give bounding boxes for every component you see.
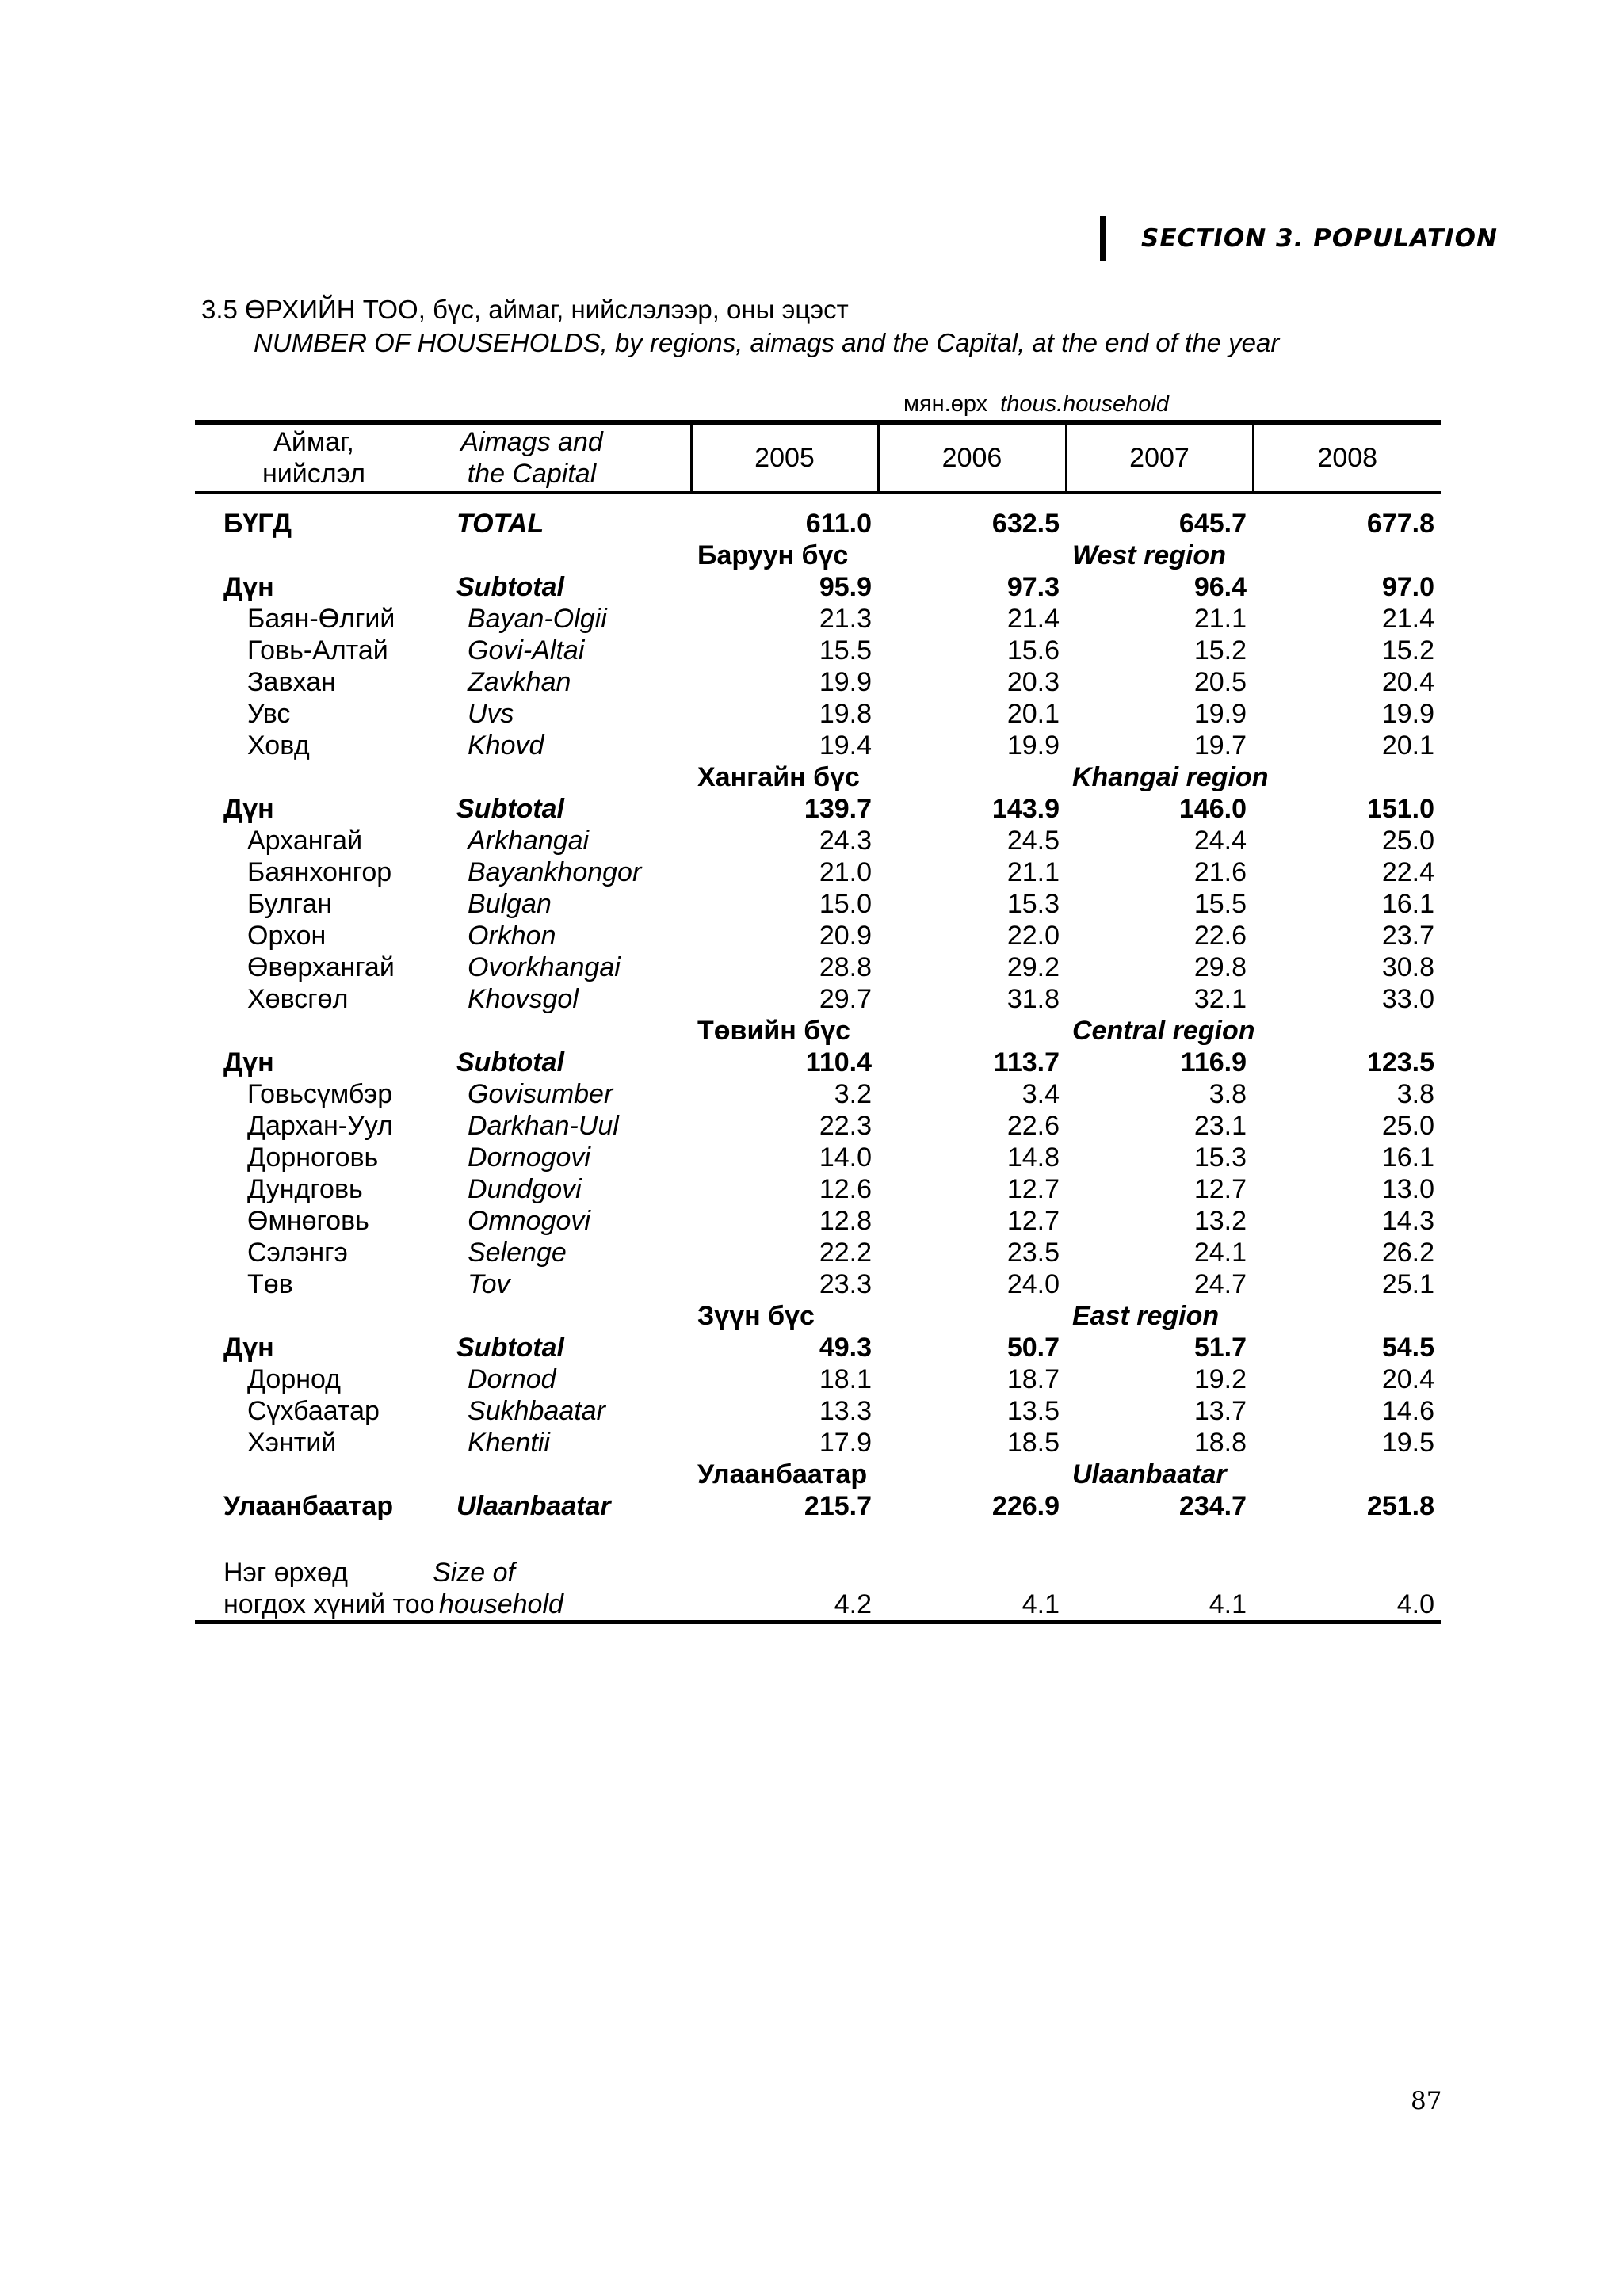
- value-cell: 21.0: [819, 857, 872, 887]
- value-cell: 215.7: [804, 1491, 872, 1521]
- label-mn: Дорноговь: [247, 1142, 379, 1173]
- region-name-mn: Төвийн бүс: [697, 1016, 851, 1046]
- subtotal-row: [195, 1332, 1441, 1363]
- value-cell: 21.4: [1381, 604, 1434, 634]
- value-cell: 24.4: [1193, 826, 1247, 856]
- label-mn: Төв: [247, 1269, 293, 1299]
- region-name-mn: Баруун бүс: [697, 540, 849, 570]
- value-cell: 4.1: [878, 1554, 1066, 1623]
- table-row: [195, 1173, 1441, 1205]
- label-en: Bayankhongor: [468, 857, 642, 887]
- value-cell: 24.7: [1193, 1269, 1247, 1299]
- value-cell: 26.2: [1381, 1238, 1434, 1268]
- value-cell: 24.0: [1006, 1269, 1060, 1299]
- value-cell: 18.1: [819, 1364, 872, 1394]
- value-cell: 4.2: [691, 1554, 878, 1623]
- value-cell: 24.3: [819, 826, 872, 856]
- capital-row: [195, 1490, 1441, 1522]
- value-cell: 16.1: [1381, 1142, 1434, 1173]
- region-blank: [195, 1459, 691, 1490]
- value-cell: 24.5: [1006, 826, 1060, 856]
- value-cell: 3.8: [1209, 1079, 1247, 1109]
- households-table: [195, 420, 1441, 1624]
- value-cell: 21.1: [1006, 857, 1060, 887]
- value-cell: 22.6: [1006, 1111, 1060, 1141]
- region-blank: [195, 1015, 691, 1047]
- label-en: Zavkhan: [468, 667, 571, 697]
- value-cell: 19.9: [1193, 699, 1247, 729]
- row-label: [195, 698, 691, 730]
- value-cell: 14.3: [1381, 1206, 1434, 1236]
- label-mn: Дүн: [223, 1047, 274, 1077]
- label-en: Subtotal: [456, 1333, 564, 1363]
- label-mn: Баян-Өлгий: [247, 604, 395, 634]
- header-year: 2005: [691, 422, 878, 493]
- value-cell: 12.7: [1006, 1206, 1060, 1236]
- region-name-mn: Улаанбаатар: [697, 1459, 868, 1489]
- region-blank: [195, 1300, 691, 1332]
- table-row: [195, 983, 1441, 1015]
- table-row: [195, 698, 1441, 730]
- value-cell: 15.3: [1193, 1142, 1247, 1173]
- label-mn: Ховд: [247, 730, 310, 761]
- label-en: Subtotal: [456, 794, 564, 824]
- value-cell: 4.0: [1253, 1554, 1441, 1623]
- region-header-row: [195, 1459, 1441, 1490]
- total-row: [195, 508, 1441, 540]
- unit-mn: мян.өрх: [903, 391, 988, 417]
- value-cell: 3.2: [834, 1079, 872, 1109]
- value-cell: 15.2: [1381, 635, 1434, 666]
- label-mn: Завхан: [247, 667, 336, 697]
- value-cell: 13.5: [1006, 1396, 1060, 1426]
- spacer-row: [195, 1522, 1441, 1554]
- value-cell: 23.5: [1006, 1238, 1060, 1268]
- label-mn: Дүн: [223, 1333, 274, 1363]
- header-col2-line1: Aimags and: [460, 427, 603, 457]
- value-cell: 17.9: [819, 1428, 872, 1458]
- value-cell: 22.4: [1381, 857, 1434, 887]
- value-cell: 19.9: [1381, 699, 1434, 729]
- row-label: [195, 1237, 691, 1268]
- row-label: [195, 1047, 691, 1078]
- value-cell: 677.8: [1366, 509, 1434, 539]
- value-cell: 22.0: [1006, 921, 1060, 951]
- value-cell: 23.1: [1193, 1111, 1247, 1141]
- subtotal-row: [195, 793, 1441, 825]
- label-mn: БҮГД: [223, 509, 292, 539]
- value-cell: 49.3: [819, 1333, 872, 1363]
- region-header-row: [195, 761, 1441, 793]
- region-blank: [195, 540, 691, 571]
- row-label: [195, 952, 691, 983]
- row-label: [195, 1395, 691, 1427]
- label-mn: Сүхбаатар: [247, 1396, 380, 1426]
- label-mn: Хэнтий: [247, 1428, 337, 1458]
- value-cell: 20.1: [1381, 730, 1434, 761]
- region-name-en: Central region: [1072, 1016, 1255, 1046]
- subtotal-row: [195, 571, 1441, 603]
- label-en: Size of: [433, 1558, 515, 1588]
- value-cell: 645.7: [1178, 509, 1247, 539]
- label-mn: Дархан-Уул: [247, 1111, 393, 1141]
- region-header-row: [195, 1300, 1441, 1332]
- row-label: [195, 730, 691, 761]
- value-cell: 226.9: [991, 1491, 1060, 1521]
- value-cell: 123.5: [1366, 1047, 1434, 1077]
- value-cell: 22.3: [819, 1111, 872, 1141]
- subtotal-row: [195, 1047, 1441, 1078]
- label-mn: Булган: [247, 889, 332, 919]
- value-cell: 13.7: [1193, 1396, 1247, 1426]
- row-label: [195, 635, 691, 666]
- value-cell: 19.4: [819, 730, 872, 761]
- table-row: [195, 888, 1441, 920]
- row-label: [195, 888, 691, 920]
- header-year: 2007: [1066, 422, 1253, 493]
- row-label: [195, 825, 691, 856]
- value-cell: 251.8: [1366, 1491, 1434, 1521]
- value-cell: 96.4: [1193, 572, 1247, 602]
- value-cell: 21.1: [1193, 604, 1247, 634]
- value-cell: 24.1: [1193, 1238, 1247, 1268]
- value-cell: 19.2: [1193, 1364, 1247, 1394]
- table-row: [195, 666, 1441, 698]
- label-en: Darkhan-Uul: [468, 1111, 619, 1141]
- table-caption-mn: 3.5 ӨРХИЙН ТОО, бүс, аймаг, нийслэлээр, оны эцэст: [201, 295, 849, 324]
- value-cell: 15.5: [1193, 889, 1247, 919]
- value-cell: 611.0: [805, 509, 872, 539]
- page-number: 87: [1411, 2087, 1442, 2115]
- value-cell: 15.3: [1006, 889, 1060, 919]
- value-cell: 21.3: [819, 604, 872, 634]
- row-label: [195, 1142, 691, 1173]
- region-name-en: Ulaanbaatar: [1072, 1459, 1227, 1489]
- label-mn: Баянхонгор: [247, 857, 392, 887]
- value-cell: 18.5: [1006, 1428, 1060, 1458]
- section-title: SECTION 3. POPULATION: [1141, 224, 1498, 253]
- row-label: [195, 1554, 691, 1623]
- row-label: [195, 508, 691, 540]
- label-en: Dornogovi: [468, 1142, 590, 1173]
- value-cell: 3.4: [1022, 1079, 1060, 1109]
- value-cell: 15.6: [1006, 635, 1060, 666]
- value-cell: 54.5: [1381, 1333, 1434, 1363]
- region-name-en: West region: [1072, 540, 1226, 570]
- label-en: Khovsgol: [468, 984, 579, 1014]
- row-label: [195, 793, 691, 825]
- value-cell: 21.4: [1006, 604, 1060, 634]
- value-cell: 23.3: [819, 1269, 872, 1299]
- label-en: Dundgovi: [468, 1174, 582, 1204]
- value-cell: 95.9: [819, 572, 872, 602]
- table-row: [195, 1268, 1441, 1300]
- table-row: [195, 1110, 1441, 1142]
- table-row: [195, 1142, 1441, 1173]
- value-cell: 25.1: [1381, 1269, 1434, 1299]
- value-cell: 19.5: [1381, 1428, 1434, 1458]
- section-bar: [1100, 216, 1106, 261]
- label-mn: Өмнөговь: [247, 1206, 369, 1236]
- table-row: [195, 1363, 1441, 1395]
- value-cell: 110.4: [805, 1047, 872, 1077]
- unit-label: [903, 391, 1169, 418]
- value-cell: 50.7: [1006, 1333, 1060, 1363]
- value-cell: 19.9: [819, 667, 872, 697]
- value-cell: 25.0: [1381, 826, 1434, 856]
- value-cell: 29.8: [1193, 952, 1247, 982]
- table-row: [195, 1395, 1441, 1427]
- label-en: Selenge: [468, 1238, 567, 1268]
- label-en: Govi-Altai: [468, 635, 585, 666]
- label-mn: Говьсүмбэр: [247, 1079, 393, 1109]
- section-header: [1100, 215, 1498, 261]
- label-en: Subtotal: [456, 572, 564, 602]
- value-cell: 143.9: [991, 794, 1060, 824]
- label-mn: Сэлэнгэ: [247, 1238, 348, 1268]
- row-label: [195, 571, 691, 603]
- value-cell: 15.0: [819, 889, 872, 919]
- value-cell: 13.3: [819, 1396, 872, 1426]
- header-year: 2006: [878, 422, 1066, 493]
- value-cell: 20.4: [1381, 667, 1434, 697]
- region-header-row: [195, 540, 1441, 571]
- value-cell: 22.6: [1193, 921, 1247, 951]
- label-en: Subtotal: [456, 1047, 564, 1077]
- value-cell: 33.0: [1381, 984, 1434, 1014]
- value-cell: 31.8: [1006, 984, 1060, 1014]
- value-cell: 139.7: [804, 794, 872, 824]
- label-mn: Дүн: [223, 794, 274, 824]
- table-row: [195, 952, 1441, 983]
- row-label: [195, 1078, 691, 1110]
- value-cell: 29.2: [1006, 952, 1060, 982]
- value-cell: 51.7: [1193, 1333, 1247, 1363]
- label-en: Dornod: [468, 1364, 556, 1394]
- row-label: [195, 1173, 691, 1205]
- value-cell: 13.0: [1381, 1174, 1434, 1204]
- value-cell: 12.8: [819, 1206, 872, 1236]
- header-year: 2008: [1253, 422, 1441, 493]
- label-mn: Өвөрхангай: [247, 952, 395, 982]
- label-en: TOTAL: [456, 509, 544, 539]
- header-row: [195, 422, 1441, 493]
- label-en: Bayan-Olgii: [468, 604, 607, 634]
- row-label: [195, 1363, 691, 1395]
- value-cell: 151.0: [1366, 794, 1434, 824]
- value-cell: 3.8: [1396, 1079, 1434, 1109]
- value-cell: 4.1: [1066, 1554, 1253, 1623]
- row-label: [195, 1205, 691, 1237]
- region-name-en: Khangai region: [1072, 762, 1269, 792]
- value-cell: 28.8: [819, 952, 872, 982]
- label-mn: Говь-Алтай: [247, 635, 388, 666]
- value-cell: 32.1: [1193, 984, 1247, 1014]
- row-label: [195, 1427, 691, 1459]
- row-label: [195, 1268, 691, 1300]
- header-col1-line1: Аймаг,: [273, 427, 354, 457]
- header-col1-line2: нийслэл: [262, 459, 366, 489]
- label-en: Govisumber: [468, 1079, 613, 1109]
- region-header-row: [195, 1015, 1441, 1047]
- label-en: Khovd: [468, 730, 544, 761]
- value-cell: 20.3: [1006, 667, 1060, 697]
- label-mn: Дундговь: [247, 1174, 363, 1204]
- value-cell: 20.5: [1193, 667, 1247, 697]
- label-en: Bulgan: [468, 889, 552, 919]
- value-cell: 12.6: [819, 1174, 872, 1204]
- table-row: [195, 635, 1441, 666]
- region-blank: [195, 761, 691, 793]
- value-cell: 97.0: [1381, 572, 1434, 602]
- value-cell: 21.6: [1193, 857, 1247, 887]
- label-mn: Улаанбаатар: [223, 1491, 394, 1521]
- value-cell: 22.2: [819, 1238, 872, 1268]
- region-name-mn: Зүүн бүс: [697, 1301, 815, 1331]
- label-en: Omnogovi: [468, 1206, 590, 1236]
- table-caption-en: NUMBER OF HOUSEHOLDS, by regions, aimags and the Capital, at the end of the year: [254, 328, 1280, 357]
- value-cell: 116.9: [1180, 1047, 1247, 1077]
- row-label: [195, 1110, 691, 1142]
- label-en: Sukhbaatar: [468, 1396, 605, 1426]
- table-row: [195, 1427, 1441, 1459]
- label-en: household: [439, 1589, 563, 1619]
- row-label: [195, 1490, 691, 1522]
- value-cell: 14.8: [1006, 1142, 1060, 1173]
- value-cell: 18.7: [1006, 1364, 1060, 1394]
- row-label: [195, 666, 691, 698]
- value-cell: 14.6: [1381, 1396, 1434, 1426]
- value-cell: 146.0: [1178, 794, 1247, 824]
- table-row: [195, 1078, 1441, 1110]
- row-label: [195, 856, 691, 888]
- row-label: [195, 920, 691, 952]
- label-mn: Дүн: [223, 572, 274, 602]
- label-mn: Дорнод: [247, 1364, 342, 1394]
- value-cell: 23.7: [1381, 921, 1434, 951]
- label-mn: Увс: [247, 699, 291, 729]
- header-aimag: [195, 422, 691, 493]
- household-size-row: [195, 1554, 1441, 1623]
- value-cell: 12.7: [1006, 1174, 1060, 1204]
- label-en: Orkhon: [468, 921, 556, 951]
- value-cell: 30.8: [1381, 952, 1434, 982]
- label-mn: Архангай: [247, 826, 363, 856]
- region-name-mn: Хангайн бүс: [697, 762, 860, 792]
- value-cell: 19.9: [1006, 730, 1060, 761]
- table-row: [195, 825, 1441, 856]
- value-cell: 97.3: [1006, 572, 1060, 602]
- value-cell: 15.5: [819, 635, 872, 666]
- table-row: [195, 1237, 1441, 1268]
- value-cell: 20.4: [1381, 1364, 1434, 1394]
- value-cell: 20.9: [819, 921, 872, 951]
- value-cell: 12.7: [1193, 1174, 1247, 1204]
- label-mn: ногдох хүний тоо: [223, 1589, 435, 1619]
- table-row: [195, 730, 1441, 761]
- label-en: Uvs: [468, 699, 514, 729]
- value-cell: 18.8: [1193, 1428, 1247, 1458]
- label-mn: Нэг өрхөд: [223, 1558, 348, 1588]
- region-name-en: East region: [1072, 1301, 1220, 1331]
- value-cell: 29.7: [819, 984, 872, 1014]
- table-row: [195, 856, 1441, 888]
- value-cell: 16.1: [1381, 889, 1434, 919]
- value-cell: 19.8: [819, 699, 872, 729]
- row-label: [195, 983, 691, 1015]
- label-en: Khentii: [468, 1428, 550, 1458]
- label-mn: Орхон: [247, 921, 327, 951]
- value-cell: 632.5: [991, 509, 1060, 539]
- row-label: [195, 603, 691, 635]
- table-row: [195, 920, 1441, 952]
- value-cell: 20.1: [1006, 699, 1060, 729]
- label-en: Ovorkhangai: [468, 952, 621, 982]
- value-cell: 13.2: [1193, 1206, 1247, 1236]
- value-cell: 15.2: [1193, 635, 1247, 666]
- value-cell: 113.7: [993, 1047, 1060, 1077]
- value-cell: 14.0: [819, 1142, 872, 1173]
- label-mn: Хөвсгөл: [247, 984, 349, 1014]
- unit-en: thous.household: [1000, 391, 1169, 417]
- label-en: Tov: [468, 1269, 510, 1299]
- table-row: [195, 603, 1441, 635]
- value-cell: 25.0: [1381, 1111, 1434, 1141]
- value-cell: 234.7: [1178, 1491, 1247, 1521]
- label-en: Arkhangai: [468, 826, 590, 856]
- header-col2-line2: the Capital: [467, 459, 597, 489]
- row-label: [195, 1332, 691, 1363]
- label-en: Ulaanbaatar: [456, 1491, 611, 1521]
- table-row: [195, 1205, 1441, 1237]
- value-cell: 19.7: [1193, 730, 1247, 761]
